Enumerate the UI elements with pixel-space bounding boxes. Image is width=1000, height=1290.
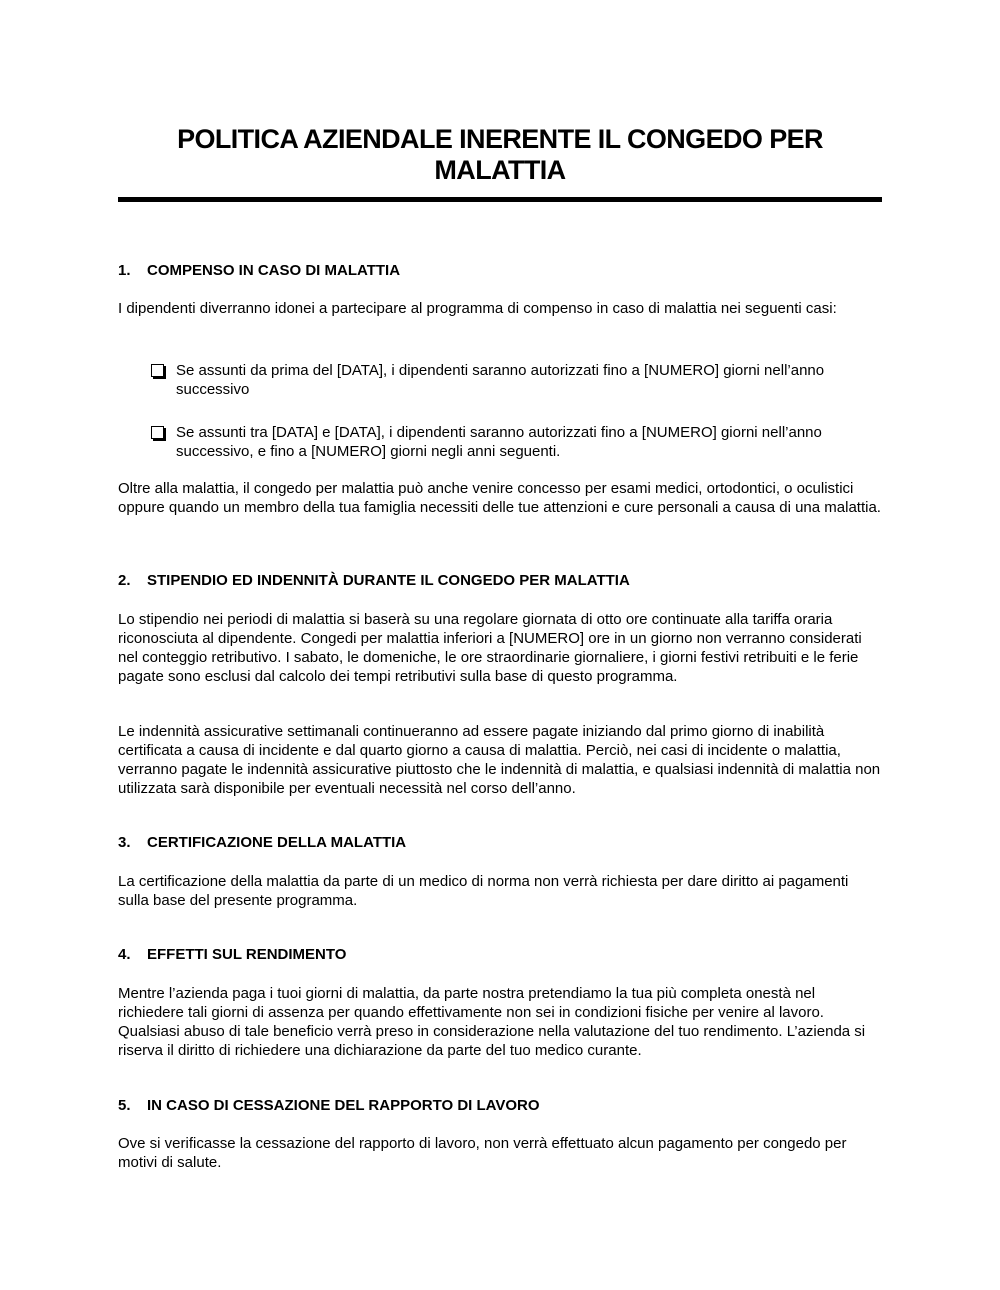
section-title: CERTIFICAZIONE DELLA MALATTIA xyxy=(147,834,407,851)
section-number: 1. xyxy=(118,262,131,279)
section-1-closing: Oltre alla malattia, il congedo per malattia può anche venire concesso per esami medici, ortodontici, o oculistici oppure quando un membro della tua famiglia necessiti delle tue attenzioni e cure personali a causa di una malattia. xyxy=(118,480,881,516)
section-5-paragraph: Ove si verificasse la cessazione del rapporto di lavoro, non verrà effettuato alcun pagamento per congedo per motivi di salute. xyxy=(118,1135,847,1171)
section-number: 5. xyxy=(118,1097,131,1114)
bullet-item xyxy=(148,361,858,399)
section-2-paragraph-1: Lo stipendio nei periodi di malattia si baserà su una regolare giornata di otto ore continuate alla tariffa oraria riconosciuta al dipendente. Congedi per malattia inferiori a [NUMERO] ore in un giorno non verranno considerati nel conteggio retributivo. I sabato, le domeniche, le ore straordinarie giornaliere, i giorni festivi retribuiti e le ferie pagate sono esclusi dal calcolo dei tempi retributivi sulla base di questo programma. xyxy=(118,611,862,685)
bullet-text: Se assunti da prima del [DATA], i dipendenti saranno autorizzati fino a [NUMERO] giorni nell’anno successivo xyxy=(176,362,825,398)
section-title: STIPENDIO ED INDENNITÀ DURANTE IL CONGEDO PER MALATTIA xyxy=(147,572,630,589)
bullet-text: Se assunti tra [DATA] e [DATA], i dipendenti saranno autorizzati fino a [NUMERO] giorni nell’anno successivo, e fino a [NUMERO] giorni negli anni seguenti. xyxy=(176,424,822,460)
section-title: IN CASO DI CESSAZIONE DEL RAPPORTO DI LAVORO xyxy=(147,1097,540,1114)
section-3-heading xyxy=(118,834,406,852)
section-number: 2. xyxy=(118,572,131,589)
section-2-heading xyxy=(118,572,630,590)
checkbox-icon xyxy=(151,426,164,439)
section-4-heading xyxy=(118,946,346,964)
title-divider xyxy=(118,197,882,202)
section-5-heading xyxy=(118,1097,540,1115)
section-number: 4. xyxy=(118,946,131,963)
checkbox-icon xyxy=(151,364,164,377)
bullet-item xyxy=(148,423,858,461)
document-title xyxy=(118,124,882,186)
section-2-paragraph-2: Le indennità assicurative settimanali continueranno ad essere pagate iniziando dal primo giorno di inabilità certificata a causa di incidente e dal quarto giorno a causa di malattia. Perciò, nei casi di incidente o malattia, verranno pagate le indennità assicurative piuttosto che le indennità di malattia, e qualsiasi indennità di malattia non utilizzata sarà disponibile per eventuali necessità nel corso dell’anno. xyxy=(118,723,881,797)
section-title: EFFETTI SUL RENDIMENTO xyxy=(147,946,347,963)
title-line-2: MALATTIA xyxy=(434,155,566,185)
section-1-intro: I dipendenti diverranno idonei a partecipare al programma di compenso in caso di malattia nei seguenti casi: xyxy=(118,300,837,317)
section-3-paragraph: La certificazione della malattia da parte di un medico di norma non verrà richiesta per dare diritto ai pagamenti sulla base del presente programma. xyxy=(118,873,849,909)
section-title: COMPENSO IN CASO DI MALATTIA xyxy=(147,262,401,279)
title-line-1: POLITICA AZIENDALE INERENTE IL CONGEDO PER xyxy=(177,124,823,154)
section-1-heading xyxy=(118,262,400,280)
section-number: 3. xyxy=(118,834,131,851)
section-4-paragraph: Mentre l’azienda paga i tuoi giorni di malattia, da parte nostra pretendiamo la tua più completa onestà nel richiedere tali giorni di assenza per quando effettivamente non sei in condizioni fisiche per venire al lavoro. Qualsiasi abuso di tale beneficio verrà preso in considerazione nella valutazione del tuo rendimento. L’azienda si riserva il diritto di richiedere una dichiarazione da parte del tuo medico curante. xyxy=(118,985,866,1059)
